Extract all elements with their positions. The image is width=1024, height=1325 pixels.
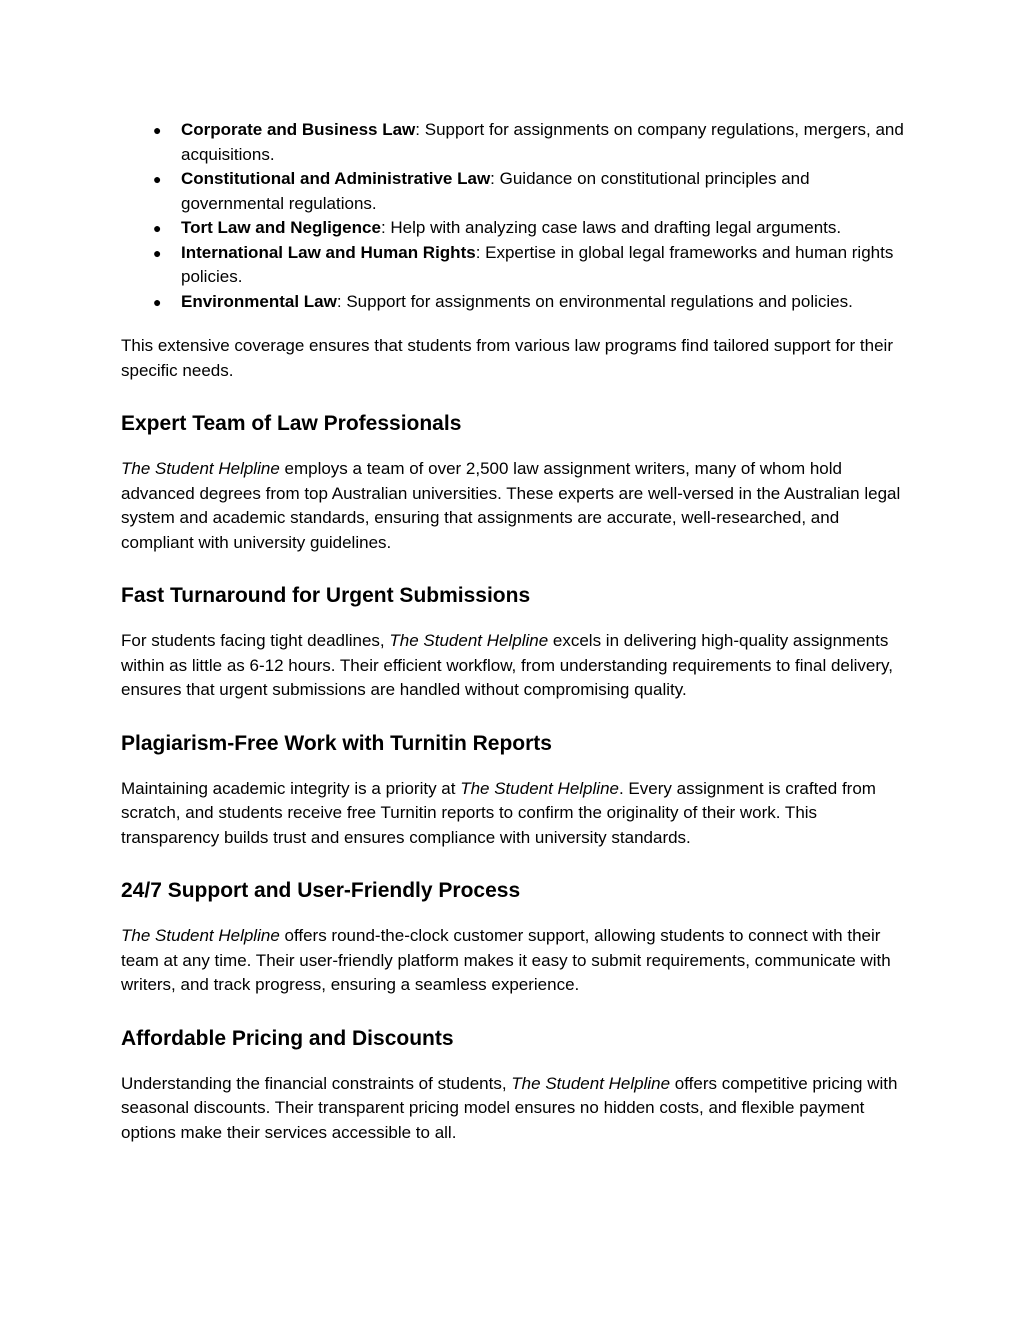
list-item-desc: : Expertise in global legal frameworks and human rights policies. [181,242,894,286]
body-text: employs a team of over 2,500 law assignment writers, many of whom hold advanced degrees from top Australian universities. These experts are well-versed in the Australian legal system and academic standards, ensuring that assignments are accurate, well-researched, and compliant with university guidelines. [121,459,901,552]
section-body-fast-turnaround [121,629,911,703]
section-heading-plagiarism-free: Plagiarism-Free Work with Turnitin Reports [121,731,552,755]
brand-name: The Student Helpline [121,459,280,478]
bullet-icon: ● [153,122,162,138]
body-text: offers round-the-clock customer support, allowing students to connect with their team at any time. Their user-friendly platform makes it easy to submit requirements, communicate with writers, and track progress, ensuring a seamless experience. [121,926,891,994]
bullet-icon: ● [153,220,162,236]
coverage-paragraph: This extensive coverage ensures that students from various law programs find tailored support for their specific needs. [121,336,893,380]
brand-name: The Student Helpline [460,778,619,798]
brand-name: The Student Helpline [511,1073,671,1093]
brand-name: The Student Helpline [389,631,549,650]
section-heading-expert-team: Expert Team of Law Professionals [121,412,462,435]
section-heading-pricing: Affordable Pricing and Discounts [121,1026,454,1050]
list-item-term: Tort Law and Negligence [181,218,381,237]
list-item [121,290,911,315]
list-item-term: Corporate and Business Law [181,120,416,139]
body-text: For students facing tight deadlines, [121,631,390,650]
section-heading-support: 24/7 Support and User-Friendly Process [121,879,521,902]
section-body-plagiarism-free [121,777,911,851]
list-item-term: Constitutional and Administrative Law [181,169,491,188]
body-text: offers competitive pricing with seasonal discounts. Their transparent pricing model ensures no hidden costs, and flexible payment options make their services accessible to all. [121,1073,898,1142]
bullet-icon: ● [153,171,162,187]
list-item-desc: : Support for assignments on environmental regulations and policies. [336,291,853,311]
law-areas-list [121,118,911,314]
body-text: . Every assignment is crafted from scratch, and students receive free Turnitin reports to confirm the originality of their work. This transparency builds trust and ensures compliance with university standards. [121,778,876,847]
body-text: Understanding the financial constraints of students, [121,1073,512,1093]
list-item [121,118,911,167]
brand-name: The Student Helpline [121,926,280,945]
bullet-icon: ● [153,293,162,310]
body-text: excels in delivering high-quality assignments within as little as 6-12 hours. Their efficient workflow, from understanding requirements to final delivery, ensures that urgent submissions are handled without compromising quality. [121,631,893,699]
list-item [121,167,911,216]
bullet-icon: ● [153,244,162,261]
list-item-desc: : Help with analyzing case laws and drafting legal arguments. [380,218,842,237]
list-item-term: International Law and Human Rights [181,242,476,262]
list-item-term: Environmental Law [181,291,337,311]
body-text: Maintaining academic integrity is a priority at [121,778,461,798]
section-body-pricing [121,1072,911,1146]
section-body-support [121,924,911,998]
list-item [121,216,911,241]
section-heading-fast-turnaround: Fast Turnaround for Urgent Submissions [121,584,531,607]
section-body-expert-team [121,457,911,555]
list-item-desc: : Support for assignments on company regulations, mergers, and acquisitions. [181,120,904,164]
document-page [121,118,911,1145]
list-item-desc: : Guidance on constitutional principles and governmental regulations. [181,169,810,213]
list-item [121,241,911,290]
